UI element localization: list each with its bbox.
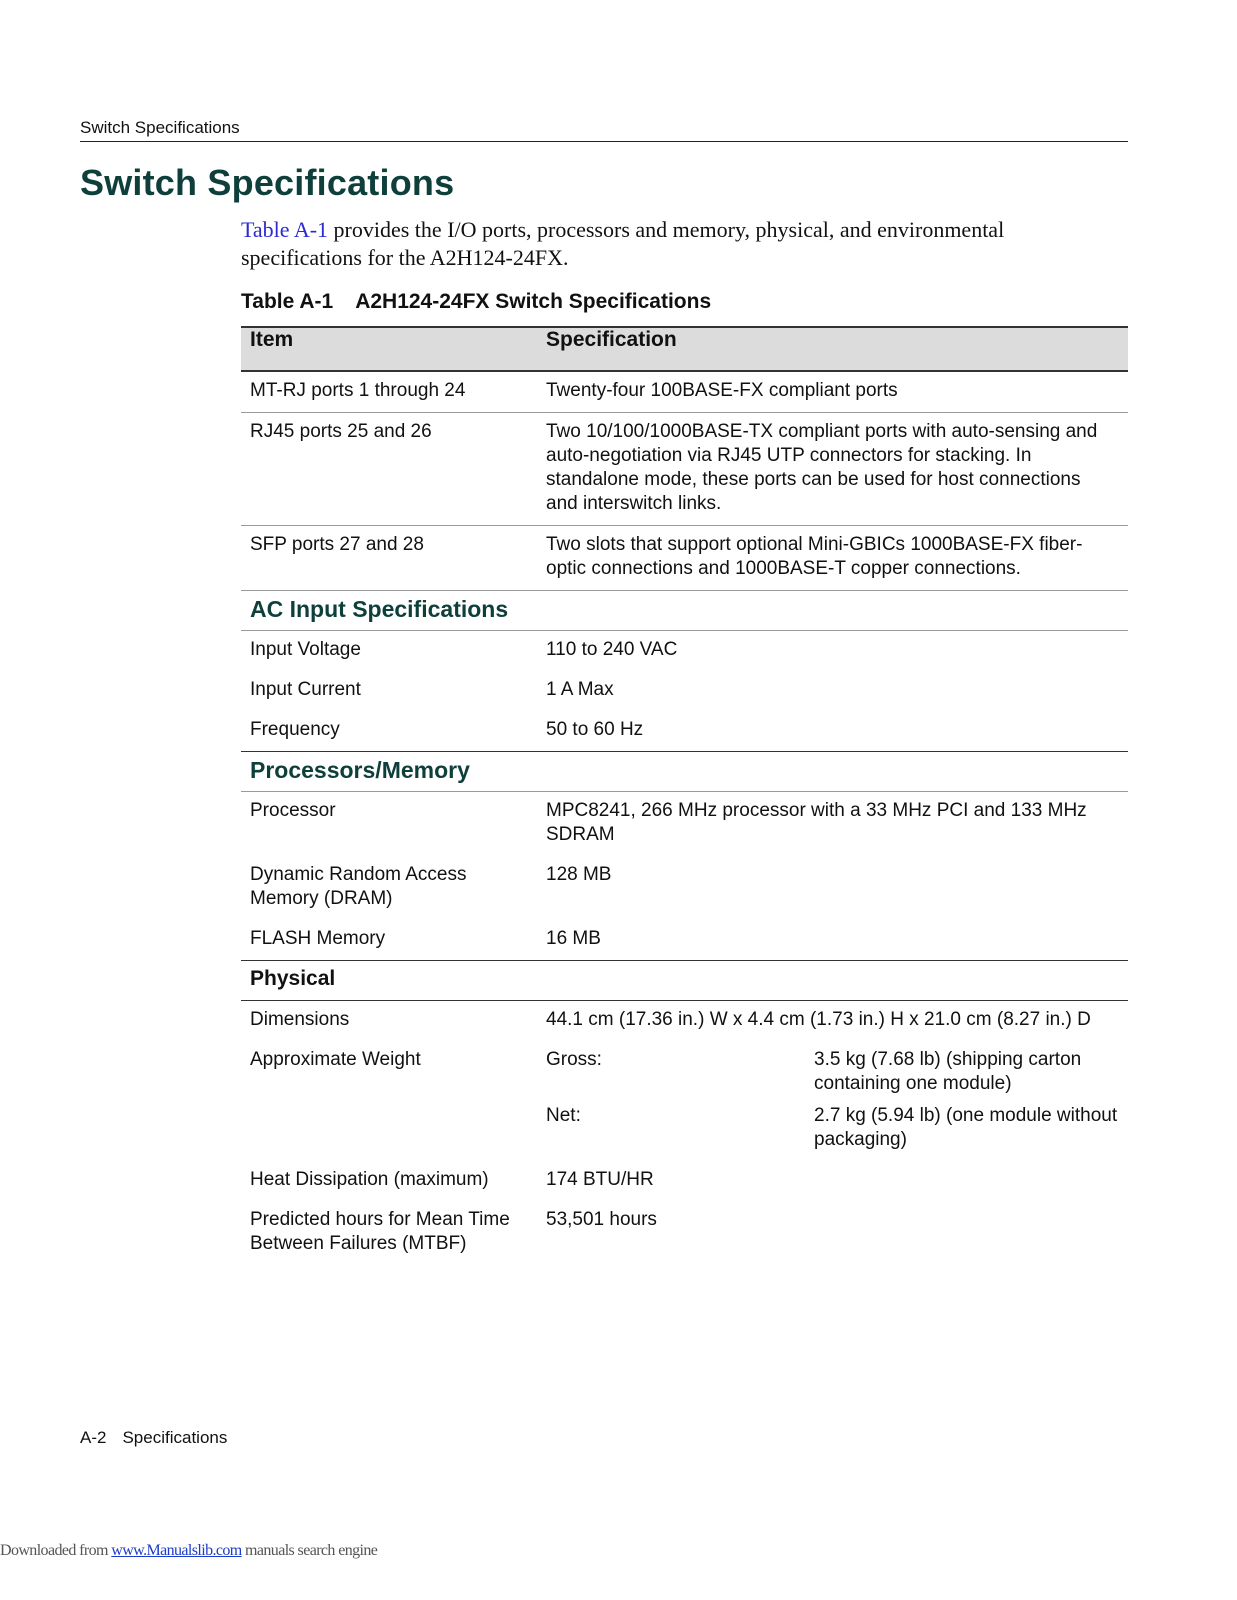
column-header-item: Item [241,327,537,371]
row-item: Frequency [250,719,340,740]
row-spec: 174 BTU/HR [546,1169,654,1190]
net-value: 2.7 kg (5.94 lb) (one module without packaging) [814,1105,1118,1150]
table-row [241,631,1128,672]
page-footer [80,1428,227,1448]
row-spec: MPC8241, 266 MHz processor with a 33 MHz PCI and 133 MHz SDRAM [546,800,1087,845]
download-suffix: manuals search engine [241,1542,378,1559]
row-item: SFP ports 27 and 28 [241,526,537,591]
section-heading-ac-input: AC Input Specifications [241,591,1128,631]
row-item: MT-RJ ports 1 through 24 [241,371,537,413]
table-row [241,856,1128,920]
net-label: Net: [546,1105,581,1126]
row-item: Input Current [250,679,361,700]
section-heading-processors: Processors/Memory [241,752,1128,792]
row-item: RJ45 ports 25 and 26 [241,413,537,526]
gross-value: 3.5 kg (7.68 lb) (shipping carton containing one module) [814,1049,1082,1094]
table-row [241,920,1128,961]
column-header-specification: Specification [537,327,1128,371]
table-header-row [241,327,1128,371]
row-item: FLASH Memory [250,928,386,949]
table-row [241,671,1128,711]
row-spec: 110 to 240 VAC [546,639,678,660]
download-bar [0,1542,377,1560]
row-spec: 128 MB [546,864,612,885]
row-spec: Two slots that support optional Mini-GBICs 1000BASE-FX fiber-optic connections and 1000BASE-T copper connections. [537,526,1128,591]
table-row [241,1041,1128,1161]
row-item: Heat Dissipation (maximum) [250,1169,489,1190]
row-spec: 16 MB [546,928,601,949]
intro-paragraph [241,216,1121,272]
row-spec: Twenty-four 100BASE-FX compliant ports [537,371,1128,413]
row-spec: 44.1 cm (17.36 in.) W x 4.4 cm (1.73 in.) H x 21.0 cm (8.27 in.) D [546,1009,1091,1030]
row-spec: 50 to 60 Hz [546,719,644,740]
footer-section: Specifications [122,1428,228,1447]
table-reference-link[interactable]: Table A-1 [241,217,329,242]
table-row [241,526,1128,591]
page-number: A-2 [80,1428,107,1447]
header-rule [80,141,1128,142]
row-item: Dynamic Random Access Memory (DRAM) [250,864,467,909]
row-spec: Two 10/100/1000BASE-TX compliant ports with auto-sensing and auto-negotiation via RJ45 UTP connectors for stacking. In standalone mode, these ports can be used for host connections and interswitch links. [537,413,1128,526]
intro-text: provides the I/O ports, processors and memory, physical, and environmental specifications for the A2H124-24FX. [241,217,1005,270]
row-spec: 53,501 hours [546,1209,657,1230]
gross-label: Gross: [546,1049,602,1070]
row-item: Predicted hours for Mean Time Between Failures (MTBF) [250,1209,510,1254]
download-prefix: Downloaded from [0,1542,112,1559]
table-row [241,1201,1128,1265]
table-caption [241,290,711,314]
table-row [241,711,1128,752]
row-item: Dimensions [250,1009,350,1030]
table-row [241,371,1128,413]
table-caption-title: A2H124-24FX Switch Specifications [355,290,712,313]
row-item: Processor [250,800,336,821]
weight-breakdown [537,1041,1128,1161]
running-head: Switch Specifications [80,118,240,137]
row-spec [537,1041,1128,1161]
section-heading-physical: Physical [241,961,1128,1001]
row-spec: 1 A Max [546,679,614,700]
table-row [241,413,1128,526]
table-row [241,1001,1128,1042]
table-row [241,1161,1128,1201]
page-title: Switch Specifications [80,162,455,203]
spec-table [241,326,1128,1265]
row-item: Approximate Weight [250,1049,421,1070]
table-row [241,792,1128,857]
row-item: Input Voltage [250,639,361,660]
table-caption-number: Table A-1 [241,290,334,313]
manualslib-link[interactable]: www.Manualslib.com [111,1542,242,1559]
